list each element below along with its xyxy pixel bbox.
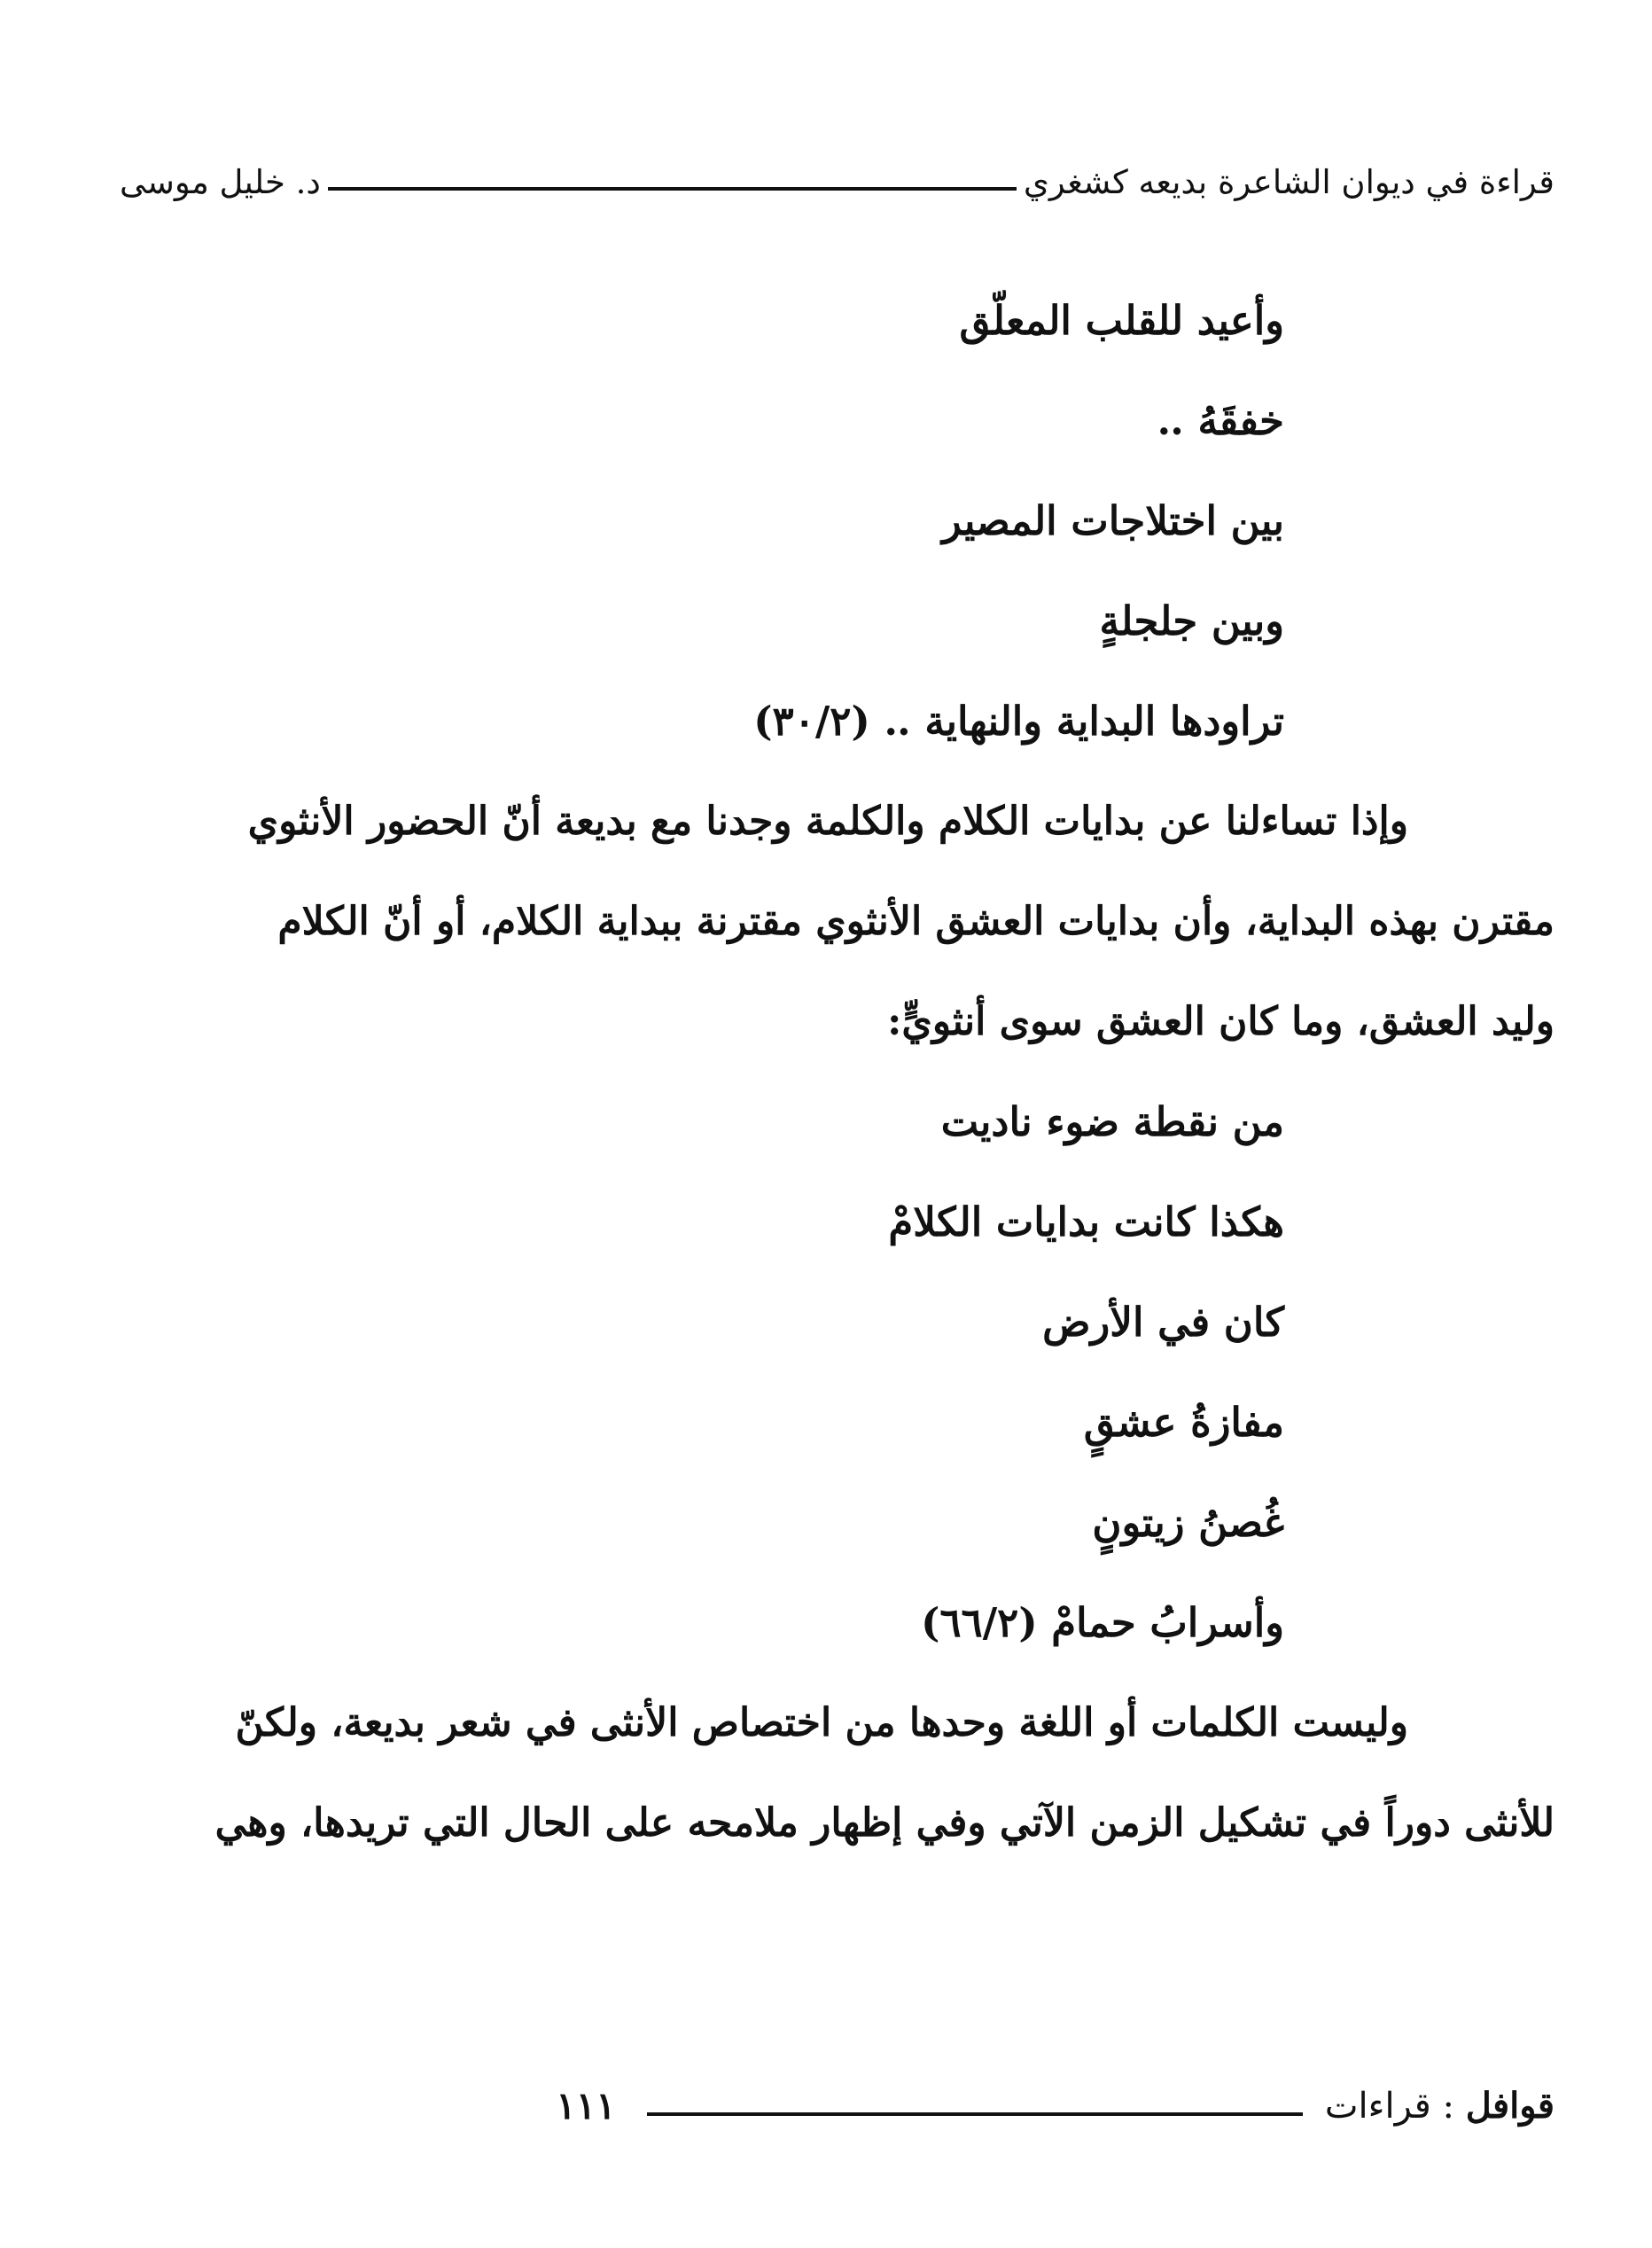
verse-line: بين اختلاجات المصير xyxy=(942,497,1284,544)
footer-rule xyxy=(647,2112,1303,2116)
header-rule xyxy=(328,187,1017,191)
paragraph-line: وليد العشق، وما كان العشق سوى أنثويٍّ: xyxy=(887,999,1555,1044)
paragraph-1 xyxy=(111,771,1555,1072)
page-number: ١١١ xyxy=(556,2083,616,2127)
verse-line: وبين جلجلةٍ xyxy=(1099,597,1284,644)
verse-line: كان في الأرض xyxy=(1042,1299,1284,1346)
verse-line: مفازةُ عشقٍ xyxy=(1083,1399,1284,1446)
paragraph-line: وليست الكلمات أو اللغة وحدها من اختصاص الأنثى في شعر بديعة، ولكنّ xyxy=(235,1700,1408,1745)
paragraph-line: للأنثى دوراً في تشكيل الزمن الآتي وفي إظهار ملامحه على الحال التي تريدها، وهي xyxy=(214,1800,1555,1846)
verse-line: من نقطة ضوء ناديت xyxy=(940,1098,1284,1145)
running-header xyxy=(120,151,1555,213)
footer-separator: : xyxy=(1442,2085,1454,2127)
running-footer xyxy=(120,2070,1555,2141)
paragraph-2 xyxy=(111,1673,1555,1873)
footer-journal xyxy=(1325,2085,1555,2127)
poem-excerpt-2 xyxy=(111,1072,1284,1673)
verse-line: هكذا كانت بدايات الكلامْ xyxy=(888,1198,1284,1245)
page-body xyxy=(111,270,1555,1873)
journal-name: قوافل xyxy=(1465,2084,1555,2127)
verse-line: تراودها البداية والنهاية ‥ (٣٠/٢) xyxy=(753,698,1284,745)
verse-line: وأسرابُ حمامْ (٦٦/٢) xyxy=(921,1599,1284,1646)
header-author: د. خليل موسى xyxy=(120,162,321,201)
header-title: قراءة في ديوان الشاعرة بديعه كشغري xyxy=(1023,162,1555,201)
paragraph-line: مقترن بهذه البداية، وأن بدايات العشق الأنثوي مقترنة ببداية الكلام، أو أنّ الكلام xyxy=(277,899,1555,944)
paragraph-line: وإذا تساءلنا عن بدايات الكلام والكلمة وجدنا مع بديعة أنّ الحضور الأنثوي xyxy=(247,799,1408,844)
verse-line: خفقَهُ ‥ xyxy=(1157,397,1284,444)
poem-excerpt-1 xyxy=(111,270,1284,771)
verse-line: وأعيد للقلب المعلّق xyxy=(959,297,1284,344)
section-name: قراءات xyxy=(1324,2085,1431,2127)
verse-line: غُصنُ زيتونٍ xyxy=(1092,1499,1284,1546)
